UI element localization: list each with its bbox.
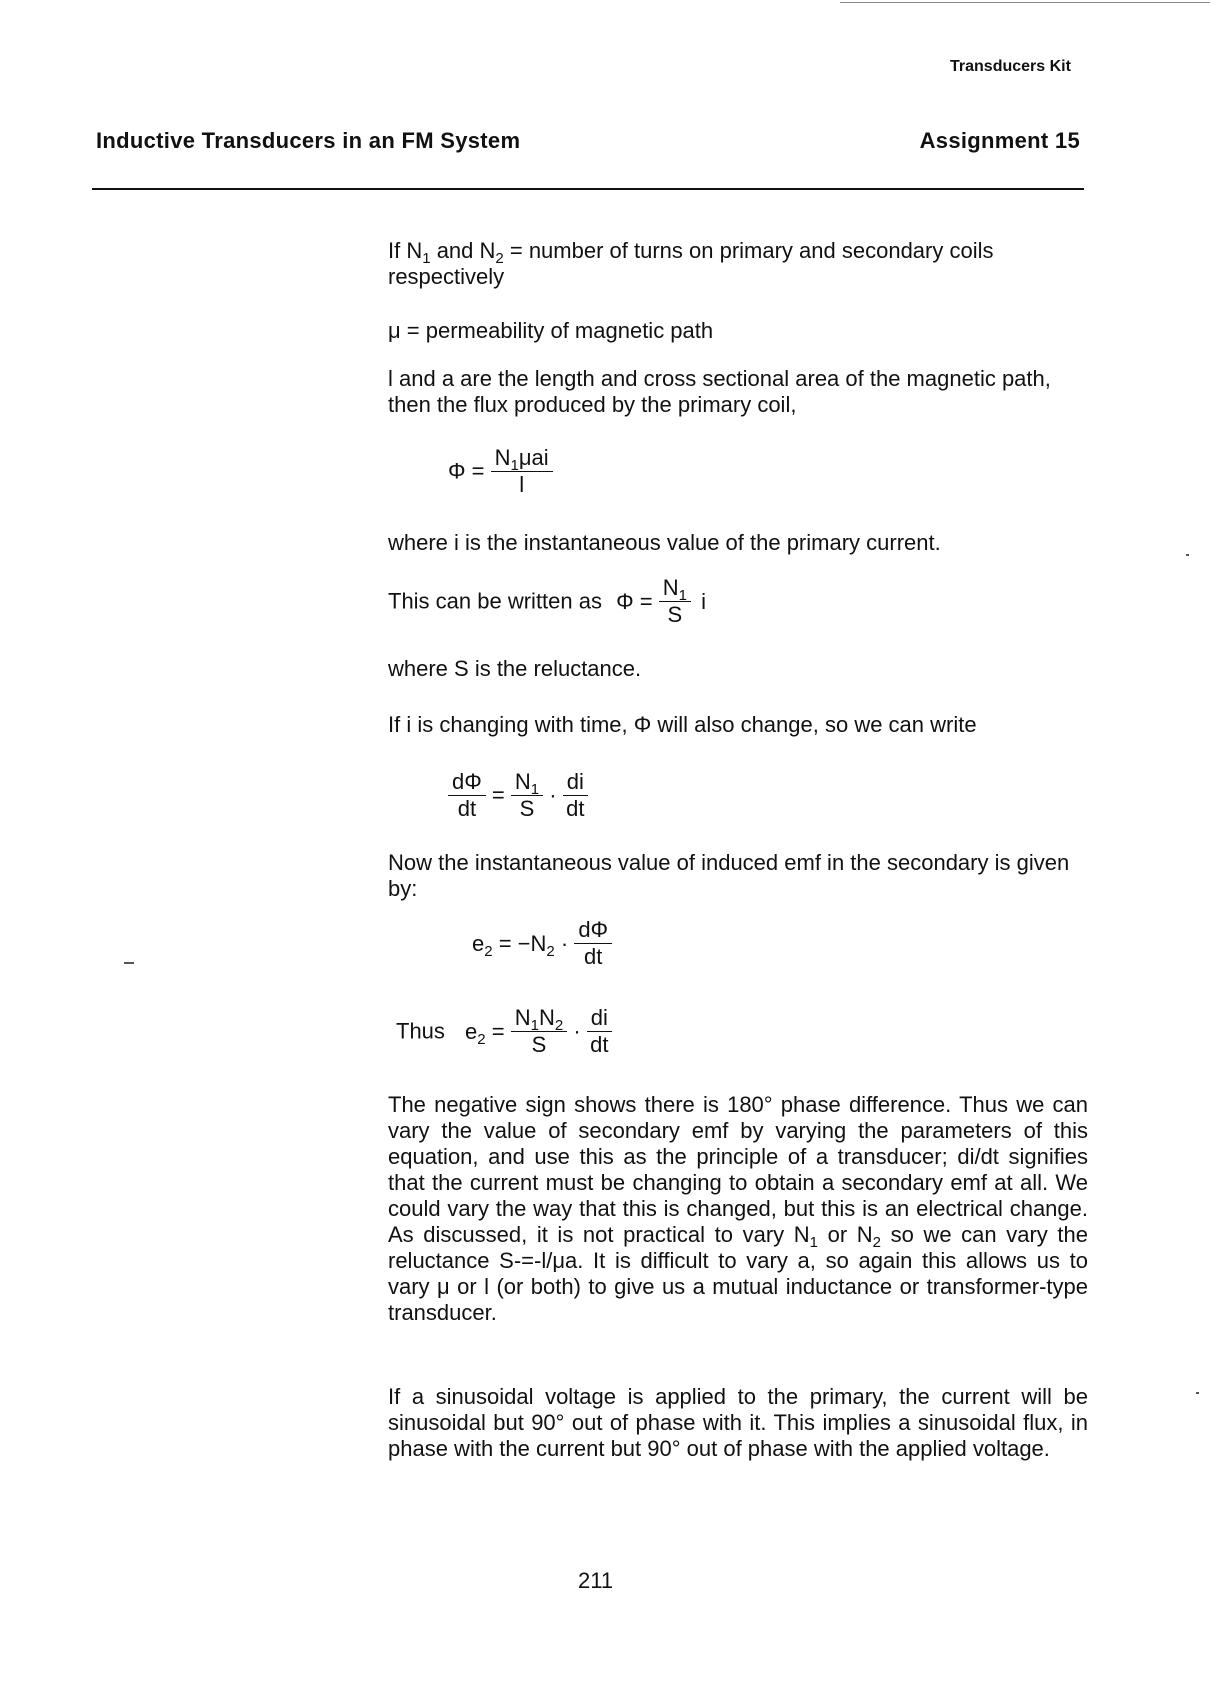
page-number: 211: [578, 1568, 614, 1593]
fraction-flux: $\frac{N_1\mu ai}{l}$: [491, 446, 553, 497]
header-rule: [92, 188, 1084, 190]
paragraph-sinusoidal: If a sinusoidal voltage is applied to the primary, the current will be sinusoidal but 90° out of phase with it. This implies a sinusoidal flux, in phase with the current but 90° out of phase with the applied voltage.: [388, 1384, 1088, 1461]
equation-thus-secondary-emf: Thus $e_2$ = $\frac{N_1N_2}{S}$ · $\frac{di}{dt}$: [396, 1006, 612, 1057]
fraction-di-dt: $\frac{di}{dt}$: [563, 770, 588, 821]
scan-speck: [1196, 1392, 1199, 1394]
paragraph-turns: If $N_1$ and $N_2$ = number of turns on primary and secondary coils respectively: [388, 238, 994, 289]
paragraph-changing-time: If i is changing with time, Φ will also change, so we can write: [388, 712, 977, 737]
fraction-dphi-dt: $\frac{d\Phi}{dt}$: [448, 770, 486, 821]
paragraph-induced-emf: Now the instantaneous value of induced emf in the secondary is given by:: [388, 850, 1070, 901]
fraction-n1-over-s: $\frac{N_1}{S}$: [659, 576, 691, 627]
assignment-label: Assignment 15: [919, 128, 1080, 153]
scan-speck: [124, 962, 134, 964]
paragraph-reluctance: where S is the reluctance.: [388, 656, 642, 681]
fraction-di-dt-2: $\frac{di}{dt}$: [587, 1006, 612, 1057]
paragraph-length-area: l and a are the length and cross sectional area of the magnetic path, then the flux produced by the primary coil,: [388, 366, 1051, 417]
fraction-dphi-dt-2: $\frac{d\Phi}{dt}$: [574, 918, 612, 969]
top-edge-rule: [840, 2, 1210, 3]
paragraph-instantaneous-current: where i is the instantaneous value of the primary current.: [388, 530, 941, 555]
paragraph-permeability: μ = permeability of magnetic path: [388, 318, 714, 343]
fraction-n1-s: $\frac{N_1}{S}$: [511, 770, 543, 821]
equation-flux: Φ = $\frac{N_1\mu ai}{l}$: [448, 446, 553, 497]
scan-speck: [1186, 554, 1189, 556]
fraction-n1n2-over-s: $\frac{N_1N_2}{S}$: [511, 1006, 567, 1057]
running-header-kit: Transducers Kit: [950, 58, 1071, 75]
equation-reluctance: This can be written as Φ = $\frac{N_1}{S}$ i: [388, 575, 706, 627]
equation-secondary-emf: $e_2 = -N_2$ · $\frac{d\Phi}{dt}$: [472, 918, 612, 969]
equation-flux-rate: $\frac{d\Phi}{dt}$ = $\frac{N_1}{S}$ · $\frac{di}{dt}$: [448, 770, 588, 821]
chapter-title: Inductive Transducers in an FM System: [96, 128, 521, 153]
paragraph-negative-sign: The negative sign shows there is 180° phase difference. Thus we can vary the value of secondary emf by varying the parameters of this equation, and use this as the principle of a transducer; di/dt signifies that the current must be changing to obtain a secondary emf at all. We could vary the way that this is changed, but this is an electrical change. As discussed, it is not practical to vary $N_1$ or $N_2$ so we can vary the reluctance S-=-l/μa. It is difficult to vary a, so again this allows us to vary μ or l (or both) to give us a mutual inductance or transformer-type transducer.: [388, 1092, 1088, 1325]
